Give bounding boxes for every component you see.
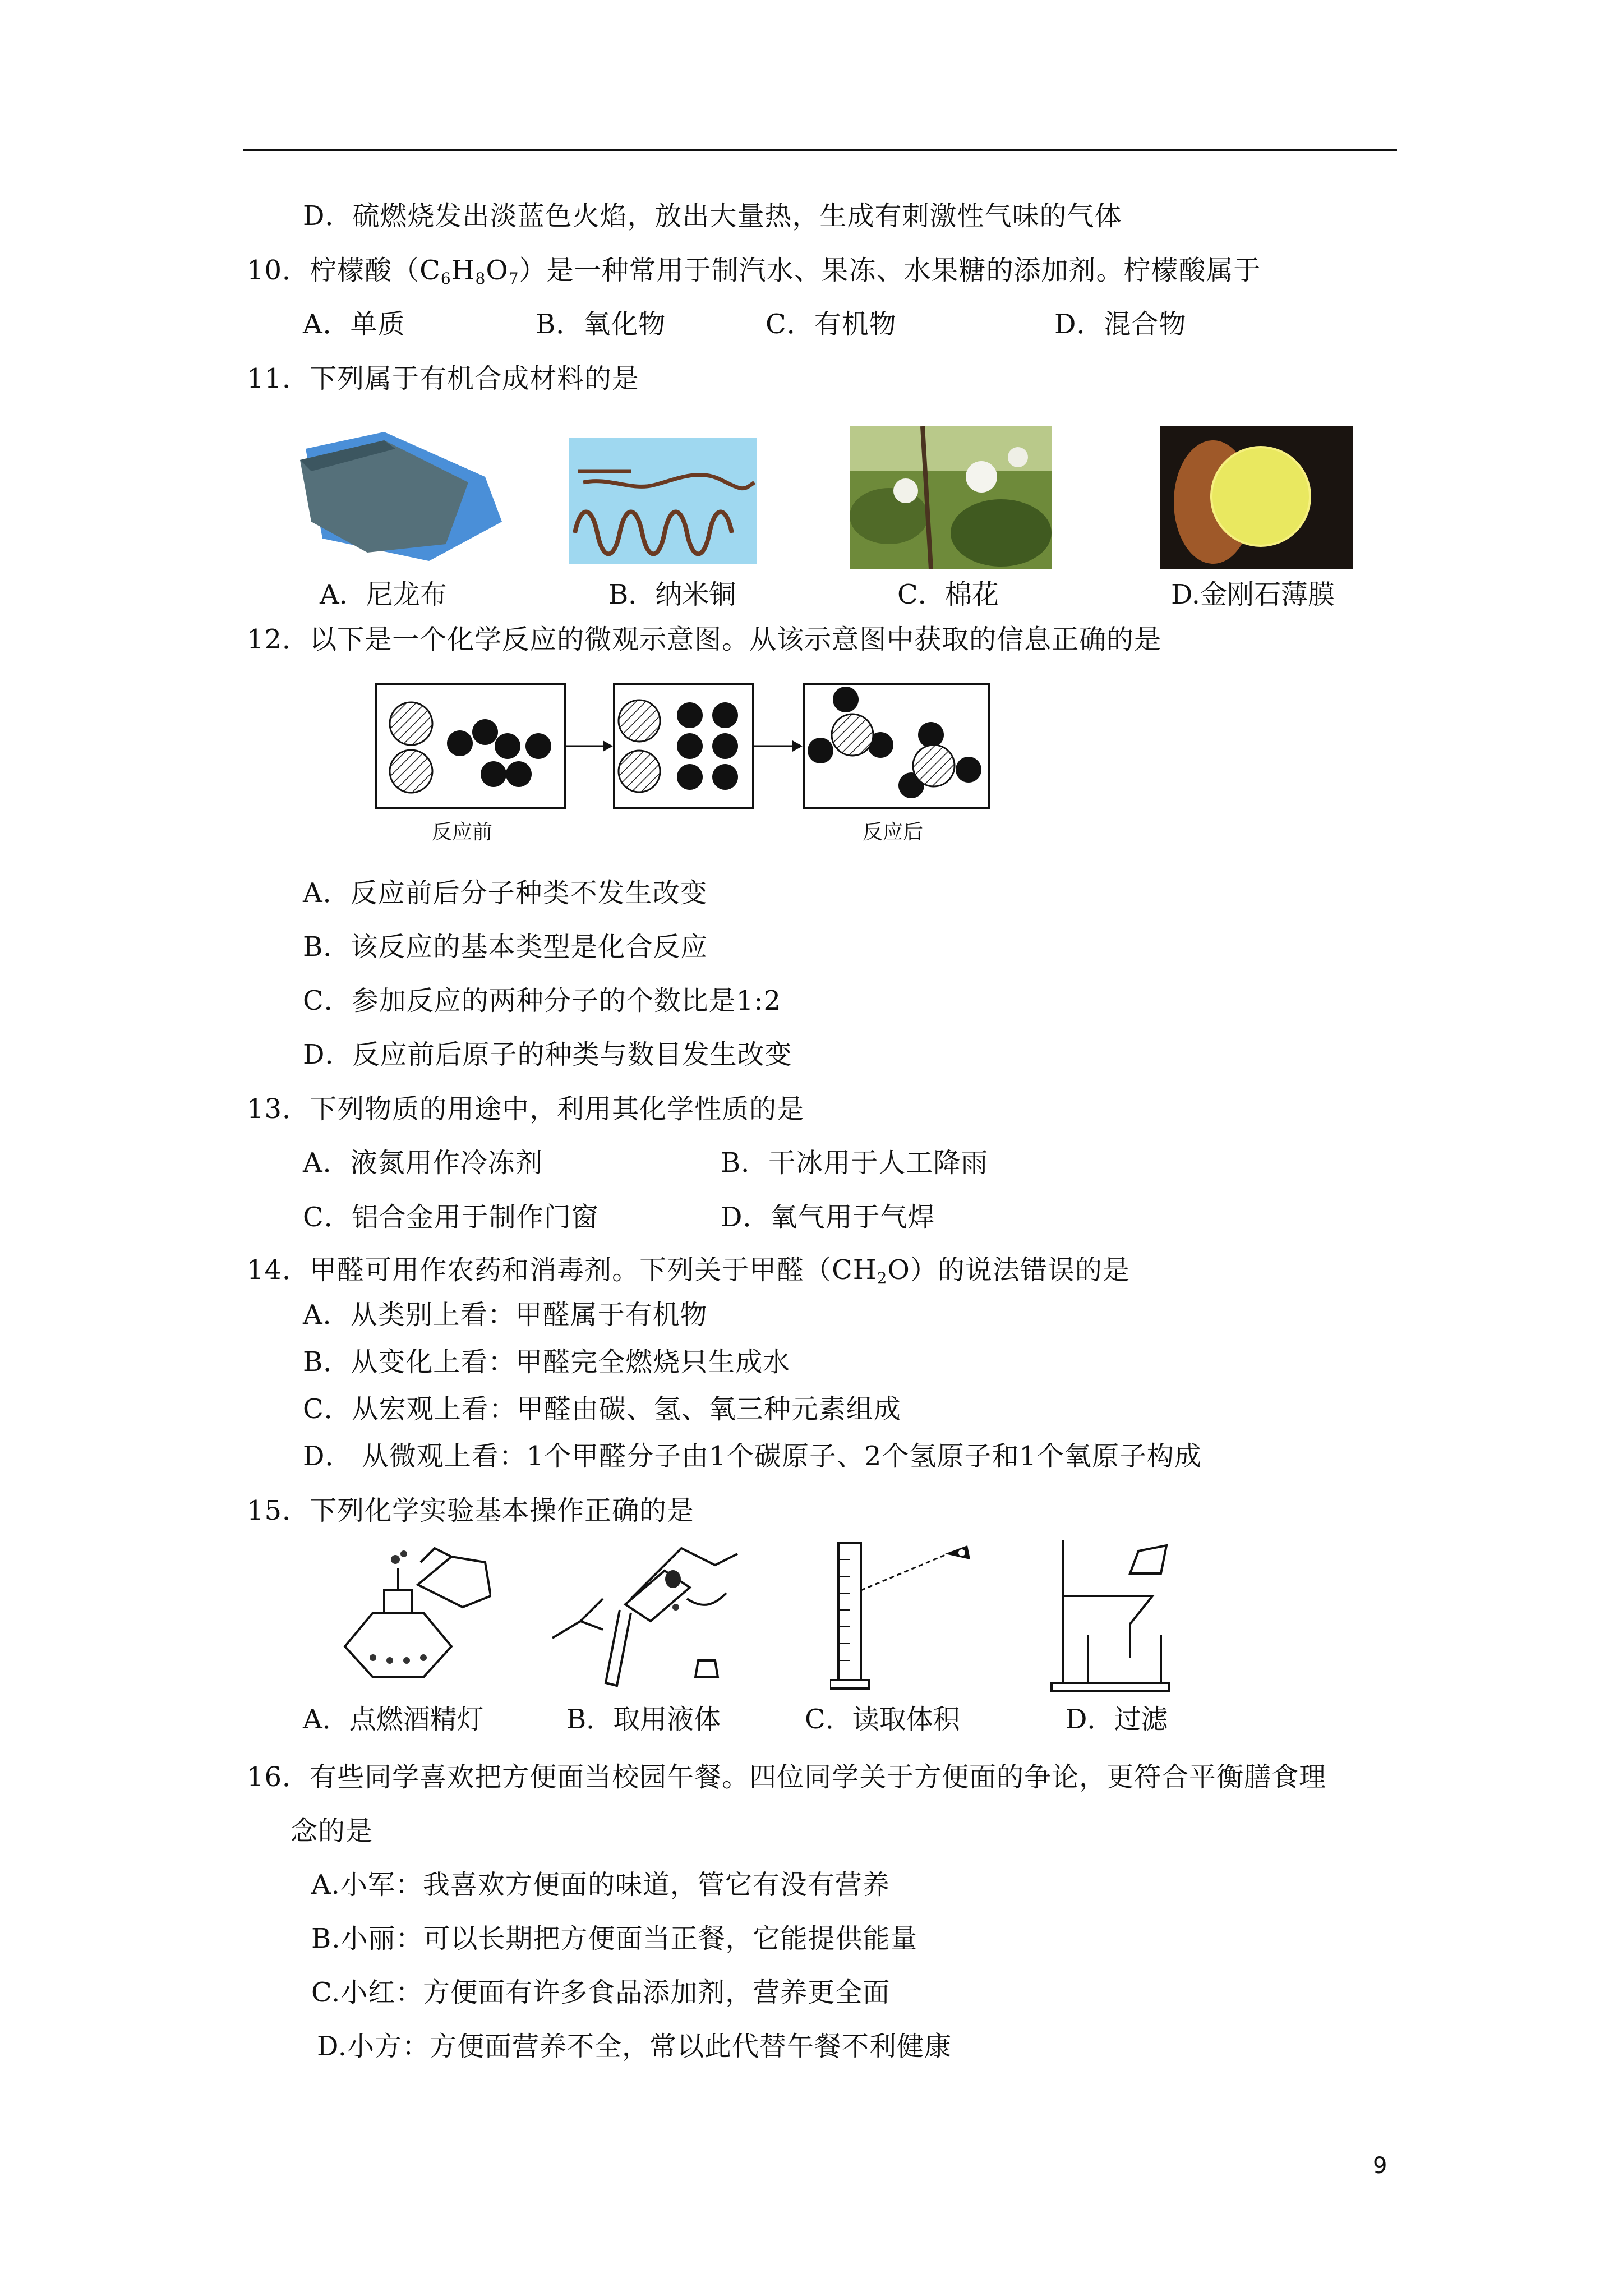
q11-caption-c: C．棉花 xyxy=(897,579,999,610)
nano-copper-image xyxy=(569,438,757,564)
q10-option-d: D．混合物 xyxy=(1054,309,1187,340)
q16-stem-continued: 念的是 xyxy=(291,1815,374,1847)
q14-option-b: B．从变化上看：甲醛完全燃烧只生成水 xyxy=(303,1346,791,1378)
q10-option-b: B．氧化物 xyxy=(536,309,666,340)
q16-option-c: C.小红：方便面有许多食品添加剂，营养更全面 xyxy=(311,1977,891,2008)
q13-option-d: D．氧气用于气焊 xyxy=(721,1202,935,1233)
q15-caption-a: A．点燃酒精灯 xyxy=(303,1704,484,1735)
q10-stem: 10．柠檬酸$(C_6H_8O_7)$是一种常用于制汽水、果冻、水果糖的添加剂。柠檬酸属于 xyxy=(247,255,1261,288)
q16-option-a: A.小军：我喜欢方便面的味道，管它有没有营养 xyxy=(311,1869,890,1901)
diamond-film-image xyxy=(1160,426,1353,569)
q13-option-c: C．铝合金用于制作门窗 xyxy=(303,1202,599,1233)
q16-option-b: B.小丽：可以长期把方便面当正餐，它能提供能量 xyxy=(311,1923,918,1954)
label-before-reaction: 反应前 xyxy=(432,821,493,844)
nylon-cloth-image xyxy=(300,426,508,567)
q15-caption-d: D．过滤 xyxy=(1066,1704,1168,1735)
q12-option-b: B．该反应的基本类型是化合反应 xyxy=(303,931,708,963)
q13-stem: 13．下列物质的用途中，利用其化学性质的是 xyxy=(247,1093,805,1125)
q15-caption-b: B．取用液体 xyxy=(566,1704,721,1735)
q11-stem: 11．下列属于有机合成材料的是 xyxy=(247,363,640,394)
q15-caption-c: C．读取体积 xyxy=(805,1704,960,1735)
q14-stem: 14．甲醛可用作农药和消毒剂。下列关于甲醛$(CH_2O)$的说法错误的是 xyxy=(247,1254,1130,1287)
q11-caption-a: A．尼龙布 xyxy=(320,579,447,610)
q12-option-a: A．反应前后分子种类不发生改变 xyxy=(303,877,708,909)
page-number: 9 xyxy=(1373,2153,1387,2179)
q9-option-d: D．硫燃烧发出淡蓝色火焰，放出大量热，生成有刺激性气味的气体 xyxy=(303,200,1122,232)
q16-stem: 16．有些同学喜欢把方便面当校园午餐。四位同学关于方便面的争论，更符合平衡膳食理 xyxy=(247,1761,1327,1793)
q16-option-d: D.小方：方便面营养不全，常以此代替午餐不利健康 xyxy=(317,2031,952,2062)
q10-option-a: A．单质 xyxy=(303,309,405,340)
q10-option-c: C．有机物 xyxy=(766,309,897,340)
q12-stem: 12．以下是一个化学反应的微观示意图。从该示意图中获取的信息正确的是 xyxy=(247,624,1162,655)
taking-liquid-image xyxy=(547,1537,743,1694)
label-after-reaction: 反应后 xyxy=(863,821,924,844)
q13-option-a: A．液氮用作冷冻剂 xyxy=(303,1147,543,1179)
q14-option-a: A．从类别上看：甲醛属于有机物 xyxy=(303,1299,708,1331)
q14-option-d: D． 从微观上看：1个甲醛分子由1个碳原子、2个氢原子和1个氧原子构成 xyxy=(303,1441,1202,1472)
reading-volume-image xyxy=(830,1537,987,1694)
q15-stem: 15．下列化学实验基本操作正确的是 xyxy=(247,1495,695,1526)
q11-caption-b: B．纳米铜 xyxy=(608,579,736,610)
q14-option-c: C．从宏观上看：甲醛由碳、氢、氧三种元素组成 xyxy=(303,1393,901,1425)
filtration-image xyxy=(1046,1540,1209,1697)
q12-option-d: D．反应前后原子的种类与数目发生改变 xyxy=(303,1039,792,1070)
lighting-alcohol-lamp-image xyxy=(322,1545,491,1686)
q11-caption-d: D.金刚石薄膜 xyxy=(1171,579,1335,610)
q13-option-b: B．干冰用于人工降雨 xyxy=(721,1147,989,1179)
q12-option-c: C．参加反应的两种分子的个数比是1:2 xyxy=(303,985,781,1016)
header-rule xyxy=(243,149,1397,151)
cotton-image xyxy=(850,426,1052,569)
